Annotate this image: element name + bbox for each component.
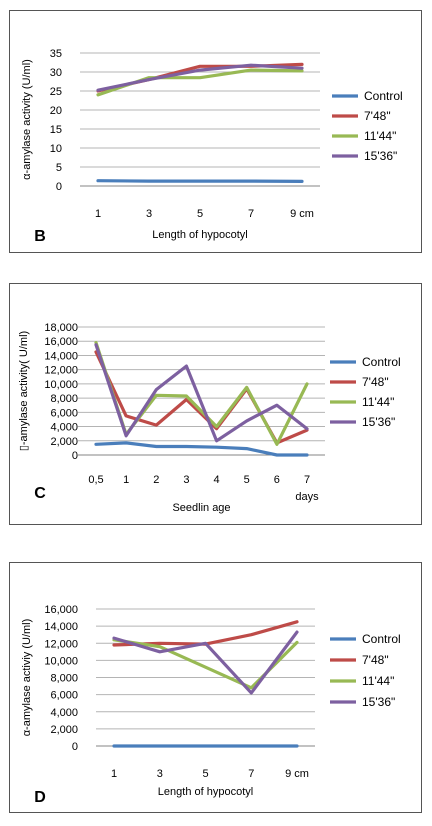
legend-label: Control	[362, 632, 401, 646]
x-unit-label: days	[295, 491, 319, 503]
y-axis-title-text: -amylase activity( U/ml)	[18, 330, 30, 446]
legend-label: 11'44"	[362, 674, 395, 688]
x-axis-title: Seedlin age	[172, 502, 231, 514]
x-tick-label: 0,5	[88, 474, 104, 486]
y-axis-title: α-amylase activity (U/ml)	[21, 59, 33, 180]
y-tick-label: 2,000	[50, 723, 78, 736]
x-tick-label: 3	[183, 474, 190, 486]
series-line-748	[114, 622, 297, 645]
x-tick-label: 6	[273, 474, 280, 486]
y-tick-label: 8,000	[50, 393, 78, 406]
y-tick-label: 12,000	[44, 638, 78, 651]
x-tick-label: 7	[247, 208, 255, 220]
chart-panel-d	[9, 562, 422, 813]
legend-label: 15'36"	[362, 695, 396, 709]
chart-b-svg	[10, 11, 423, 254]
x-tick-label: 9 cm	[285, 768, 309, 780]
x-tick-label: 1	[94, 208, 102, 220]
legend-label: 11'44"	[362, 395, 395, 409]
chart-panel-c	[9, 283, 422, 525]
x-tick-label: 1	[123, 474, 130, 486]
y-tick-label: 0	[71, 741, 78, 753]
y-tick-label: 14,000	[44, 350, 78, 363]
legend-label: Control	[362, 355, 401, 369]
x-tick-label: 3	[145, 208, 153, 220]
y-tick-label: 35	[49, 48, 62, 60]
x-tick-label: 3	[156, 768, 163, 780]
y-tick-label: 6,000	[50, 407, 78, 420]
y-tick-label: 2,000	[50, 435, 78, 448]
y-tick-label: 14,000	[44, 621, 78, 634]
x-tick-label: 9 cm	[290, 208, 314, 220]
y-tick-label: 10,000	[44, 655, 78, 668]
y-tick-label: 25	[49, 86, 62, 98]
y-axis-title: α-amylase activiy (U/ml)	[21, 618, 33, 737]
y-tick-label: 15	[49, 124, 62, 136]
y-tick-label: 4,000	[50, 706, 78, 719]
y-tick-label: 4,000	[50, 421, 78, 434]
panel-letter: D	[34, 789, 46, 806]
chart-c-svg	[10, 284, 423, 526]
legend-label: 7'48"	[362, 653, 389, 667]
panel-letter: B	[34, 228, 46, 245]
chart-d-svg	[10, 563, 423, 814]
y-tick-label: 12,000	[44, 364, 78, 377]
y-tick-label: 0	[71, 450, 78, 462]
y-tick-label: 10	[49, 143, 62, 155]
x-tick-label: 5	[202, 768, 209, 780]
legend-label: 7'48"	[362, 375, 389, 389]
x-tick-label: 1	[110, 768, 118, 780]
chart-panel-b	[9, 10, 422, 253]
series-line-1144	[96, 343, 307, 445]
y-axis-title	[18, 331, 30, 451]
y-tick-label: 5	[55, 162, 62, 174]
legend-label: 15'36"	[362, 415, 396, 429]
y-tick-label: 20	[49, 105, 62, 117]
series-line-748	[96, 352, 307, 443]
y-tick-label: 30	[49, 67, 62, 79]
legend-label: 15'36"	[364, 149, 398, 163]
panel-letter: C	[34, 485, 46, 502]
y-tick-label: 0	[55, 181, 62, 193]
x-tick-label: 4	[213, 474, 220, 486]
y-tick-label: 16,000	[44, 604, 78, 616]
y-tick-label: 18,000	[44, 322, 78, 334]
x-tick-label: 5	[243, 474, 250, 486]
y-tick-label: 6,000	[50, 689, 78, 702]
series-line-control	[98, 181, 302, 182]
x-tick-label: 5	[196, 208, 204, 220]
x-axis-title: Length of hypocotyl	[157, 786, 254, 798]
legend-label: 11'44"	[364, 129, 397, 143]
legend-label: 7'48"	[364, 109, 391, 123]
y-axis-title-glyph: ▯	[18, 445, 30, 452]
x-tick-label: 7	[303, 474, 311, 486]
legend-label: Control	[364, 89, 403, 103]
y-tick-label: 10,000	[44, 378, 78, 391]
y-tick-label: 8,000	[50, 672, 78, 685]
series-line-1536	[114, 632, 297, 693]
x-axis-title: Length of hypocotyl	[152, 229, 248, 241]
x-tick-label: 2	[153, 474, 160, 486]
y-tick-label: 16,000	[44, 336, 78, 349]
x-tick-label: 7	[248, 768, 255, 780]
